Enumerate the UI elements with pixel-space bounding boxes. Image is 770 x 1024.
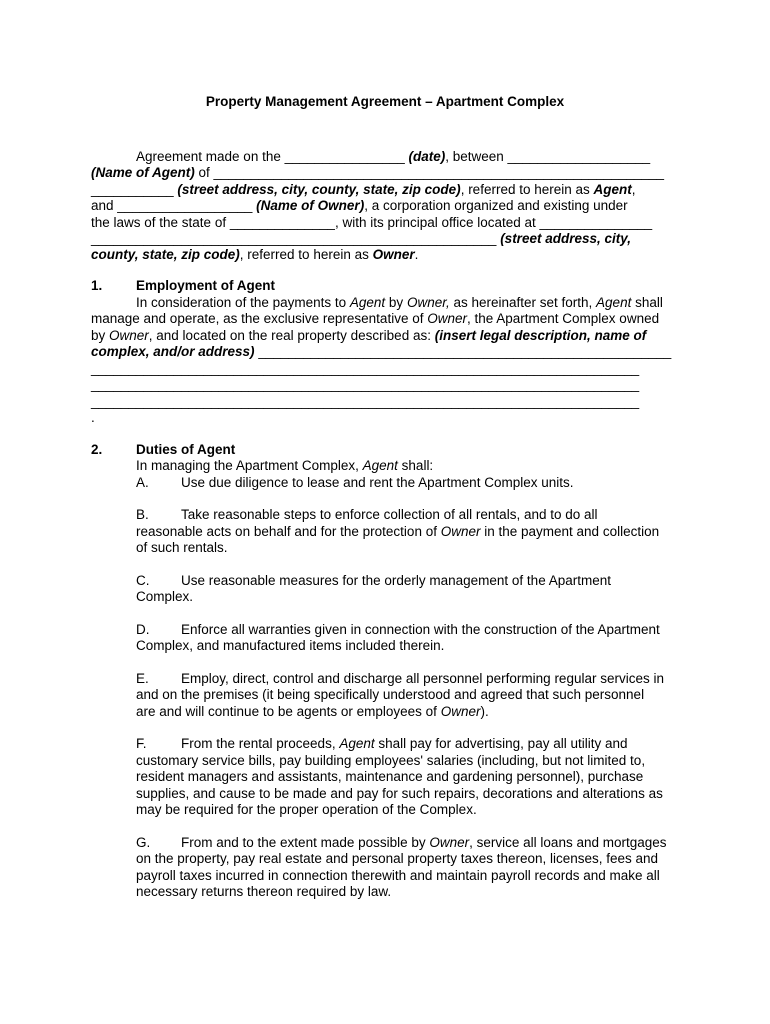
duty-b-line-1: Take reasonable steps to enforce collection of all rentals, and to do all <box>181 507 598 522</box>
duty-e-letter: E. <box>136 671 149 686</box>
duty-f-line-3: resident managers and assistants, maintenance and gardening personnel), purchase <box>136 769 644 784</box>
duty-e-line-2: and on the premises (it being specifically understood and agreed that such personnel <box>136 687 645 702</box>
section-1-period: . <box>91 410 95 425</box>
intro-line-7: county, state, zip code), referred to herein as Owner. <box>91 247 419 262</box>
section-1-blank-line-1: _________________________________________________________________________ <box>91 361 640 376</box>
duty-d-line-2: Complex, and manufactured items included therein. <box>136 638 445 653</box>
duty-d-line-1: Enforce all warranties given in connection with the construction of the Apartment <box>181 622 660 637</box>
duty-e-line-3: are and will continue to be agents or employees of Owner). <box>136 704 489 719</box>
duty-a-letter: A. <box>136 475 149 490</box>
section-1-line-4: complex, and/or address) _______________________________________________________ <box>91 344 672 359</box>
duty-g-line-1: From and to the extent made possible by Owner, service all loans and mortgages <box>181 835 667 850</box>
document-title: Property Management Agreement – Apartment Complex <box>205 94 565 109</box>
section-1-blank-line-3: _________________________________________________________________________ <box>91 394 640 409</box>
intro-line-5: the laws of the state of ______________, with its principal office located at _______________ <box>91 215 653 230</box>
duty-g-letter: G. <box>136 835 151 850</box>
intro-line-3: ___________ (street address, city, county, state, zip code), referred to herein as Agent, <box>91 182 636 197</box>
duty-f-line-2: customary service bills, pay building employees' salaries (including, but not limited to, <box>136 753 646 768</box>
duty-f-line-1: From the rental proceeds, Agent shall pay for advertising, pay all utility and <box>181 736 628 751</box>
duty-b-letter: B. <box>136 507 149 522</box>
duty-b-line-3: of such rentals. <box>136 540 228 555</box>
duty-g-line-3: payroll taxes incurred in connection therewith and maintain payroll records and make all <box>136 868 660 883</box>
duty-c-letter: C. <box>136 573 150 588</box>
section-2-number: 2. <box>91 442 103 457</box>
section-1-heading: Employment of Agent <box>136 278 276 293</box>
intro-line-4: and __________________ (Name of Owner), a corporation organized and existing under <box>91 198 628 213</box>
duty-g-line-2: on the property, pay real estate and personal property taxes thereon, licenses, fees and <box>136 851 659 866</box>
duty-d-letter: D. <box>136 622 150 637</box>
section-1-line-1: In consideration of the payments to Agent by Owner, as hereinafter set forth, Agent shall <box>136 295 663 310</box>
intro-line-6: ______________________________________________________ (street address, city, <box>91 231 631 246</box>
duty-g-line-4: necessary returns thereon required by law. <box>136 884 392 899</box>
section-1-line-3: by Owner, and located on the real property described as: (insert legal description, name of <box>91 328 647 343</box>
duty-e-line-1: Employ, direct, control and discharge all personnel performing regular services in <box>181 671 664 686</box>
section-2-intro: In managing the Apartment Complex, Agent shall: <box>136 458 434 473</box>
duty-c-line-1: Use reasonable measures for the orderly management of the Apartment <box>181 573 611 588</box>
duty-f-letter: F. <box>136 736 147 751</box>
duty-c-line-2: Complex. <box>136 589 194 604</box>
duty-f-line-4: supplies, and cause to be made and pay for such repairs, decorations and alterations as <box>136 786 663 801</box>
section-1-blank-line-2: _________________________________________________________________________ <box>91 377 640 392</box>
duty-b-line-2: reasonable acts on behalf and for the protection of Owner in the payment and collection <box>136 524 660 539</box>
section-2-heading: Duties of Agent <box>136 442 236 457</box>
section-1-number: 1. <box>91 278 103 293</box>
intro-line-1: Agreement made on the ________________ (date), between ___________________ <box>136 149 651 164</box>
duty-f-line-5: may be required for the proper operation of the Complex. <box>136 802 477 817</box>
intro-line-2: (Name of Agent) of ____________________________________________________________ <box>91 165 664 180</box>
duty-a-line-1: Use due diligence to lease and rent the Apartment Complex units. <box>181 475 574 490</box>
section-1-line-2: manage and operate, as the exclusive representative of Owner, the Apartment Complex owned <box>91 311 660 326</box>
